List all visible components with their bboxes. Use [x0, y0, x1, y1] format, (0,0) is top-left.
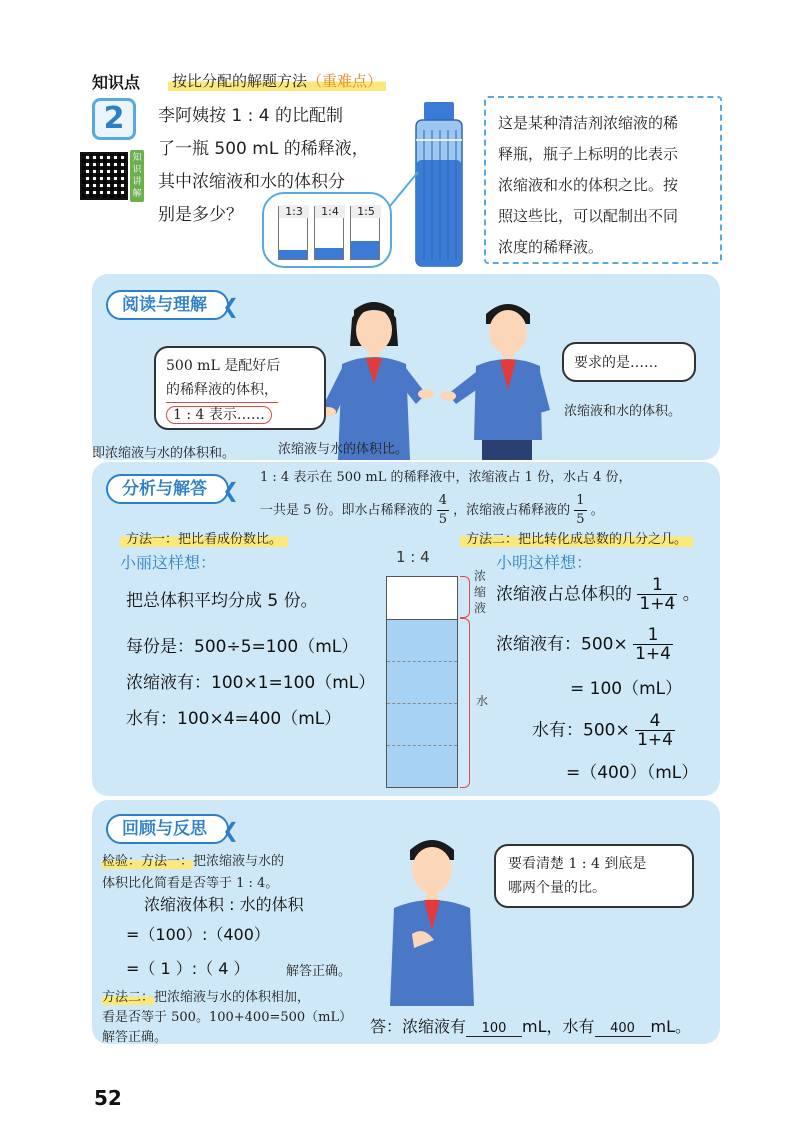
read-tag: [106, 290, 239, 320]
method2-line5: =（400）（mL）: [566, 763, 699, 783]
problem-line: 李阿姨按 1 : 4 的比配制: [158, 106, 343, 126]
knowledge-point-title-tag: （重难点）: [307, 72, 383, 90]
method1-label: 方法一：把比看成份数比。: [120, 528, 288, 547]
girl-illustration: [314, 288, 434, 460]
note-line: 这是某种清洁剂浓缩液的稀: [498, 114, 679, 132]
method2-line2: [496, 626, 673, 663]
method1-line: 水有：100×4=400（mL）: [126, 709, 342, 729]
analyze-intro-line1: 1 : 4 表示在 500 mL 的稀释液中，浓缩液占 1 份，水占 4 份，: [260, 470, 632, 485]
ratio-cups: [262, 192, 392, 268]
bar-divider: [387, 703, 457, 704]
problem-line: 别是多少？: [158, 205, 243, 225]
fraction-numerator: 4: [635, 712, 675, 731]
cup-label: 1:4: [315, 205, 345, 218]
intro-text: 。: [590, 503, 604, 518]
fraction-numerator: 1: [633, 626, 673, 645]
fraction: [437, 492, 449, 529]
knowledge-point-title: [168, 70, 386, 91]
bracket-water: [460, 618, 470, 788]
method2-think: 小明这样想：: [496, 553, 593, 572]
fraction: [574, 492, 586, 529]
m2-text: 浓缩液占总体积的: [496, 584, 632, 605]
analyze-tag-label: 分析与解答: [122, 479, 207, 499]
method1-line: 每份是：500÷5=100（mL）: [126, 637, 359, 657]
m2-text: 。: [682, 584, 700, 605]
fraction-numerator: 1: [637, 576, 677, 595]
callout-pointer: [388, 168, 422, 208]
ratio-title: 浓缩液体积 : 水的体积: [144, 895, 304, 914]
cup-fill: [315, 248, 343, 259]
boy-review-illustration: [374, 830, 490, 1006]
page-number: 52: [94, 1086, 122, 1110]
answer-text: 答：浓缩液有: [370, 1017, 467, 1036]
cup-label: 1:5: [351, 205, 381, 218]
cup-1-4: [314, 206, 344, 260]
method1-line: 把总体积平均分成 5 份。: [126, 591, 318, 611]
review-tag: [106, 814, 239, 844]
bar-divider: [387, 661, 457, 662]
boy-note: 浓缩液和水的体积。: [564, 404, 682, 419]
m2-check-text: 把浓缩液与水的体积相加，: [154, 990, 311, 1005]
chevron-icon: ❮: [222, 294, 239, 318]
method1-think: 小丽这样想：: [120, 553, 217, 572]
problem-line: 其中浓缩液和水的体积分: [158, 172, 345, 192]
check-text: 把浓缩液与水的: [193, 854, 285, 869]
chevron-icon: ❮: [222, 478, 239, 502]
read-panel: [92, 274, 720, 460]
answer-text: mL，水有: [522, 1017, 595, 1036]
analyze-intro-line2: [260, 492, 604, 529]
fraction: [637, 576, 677, 613]
fraction: [633, 626, 673, 663]
m2-check-line2: 看是否等于 500。100+400=500（mL）: [102, 1010, 353, 1025]
fraction-denominator: 1+4: [635, 644, 671, 664]
note-line: 照这些比，可以配制出不同: [498, 207, 679, 225]
bubble-line: 的稀释液的体积，: [166, 378, 278, 403]
girl-note-2: 浓缩液与水的体积比。: [278, 442, 409, 457]
method2-line3: = 100（mL）: [570, 679, 683, 699]
cup-1-3: [278, 206, 308, 260]
cup-fill: [279, 250, 307, 259]
bar-divider: [387, 745, 457, 746]
m2-check-label: 方法二：: [102, 990, 155, 1005]
fraction-numerator: 4: [437, 492, 449, 511]
bubble-line: 要看清楚 1 : 4 到底是: [508, 856, 647, 872]
review-panel: [92, 800, 720, 1044]
ratio-line2: =（ 1 ）:（ 4 ）: [126, 959, 250, 978]
ratio-label: 1 : 4: [396, 548, 430, 566]
cup-label: 1:3: [279, 205, 309, 218]
method2-line4: [532, 712, 675, 749]
bar-label-concentrate: 浓缩液: [474, 569, 487, 615]
intro-text: 一共是 5 份。即水占稀释液的: [260, 503, 433, 518]
cup-1-5: [350, 206, 380, 260]
boy-illustration: [438, 290, 568, 460]
bottle-note: [484, 96, 722, 264]
bar-divider: [387, 619, 457, 620]
fraction-numerator: 1: [574, 492, 586, 511]
girl-note-1: 即浓缩液与水的体积和。: [92, 446, 236, 461]
ratio-bar: [386, 576, 458, 788]
answer-line: [370, 1014, 691, 1037]
note-line: 浓度的稀释液。: [498, 238, 604, 256]
bar-label-water: 水: [476, 694, 489, 708]
answer-text: mL。: [650, 1017, 692, 1036]
fraction-denominator: 5: [576, 512, 585, 527]
answer-value-water: 400: [595, 1021, 651, 1037]
m2-text: 水有：500×: [532, 720, 630, 741]
boy-bubble-text: 要求的是……: [574, 355, 658, 371]
chevron-icon: ❮: [222, 818, 239, 842]
qr-code-icon[interactable]: [80, 152, 128, 200]
method1-line: 浓缩液有：100×1=100（mL）: [126, 673, 376, 693]
ratio-line1: =（100）:（400）: [126, 925, 270, 944]
analyze-tag: [106, 474, 239, 504]
fraction-denominator: 1+4: [639, 594, 676, 614]
ratio-ok: 解答正确。: [286, 964, 352, 979]
review-tag-label: 回顾与反思: [122, 819, 207, 839]
check-line2: 体积比化简看是否等于 1 : 4。: [102, 876, 279, 891]
knowledge-point-title-main: 按比分配的解题方法: [172, 72, 308, 90]
note-line: 浓缩液和水的体积之比。按: [498, 176, 679, 194]
girl-speech-bubble: [154, 346, 326, 430]
read-tag-label: 阅读与理解: [122, 295, 207, 315]
fraction-denominator: 1+4: [637, 730, 673, 750]
qr-tag: 知识讲解: [130, 150, 144, 202]
bubble-line: 500 mL 是配好后: [166, 358, 281, 374]
bubble-ratio-highlight: 1 : 4 表示……: [166, 406, 272, 424]
fraction: [635, 712, 675, 749]
problem-number: 2: [92, 98, 136, 140]
intro-text: ，浓缩液占稀释液的: [453, 503, 571, 518]
check-line1: [102, 850, 284, 869]
cup-fill: [351, 241, 379, 259]
analyze-panel: [92, 462, 720, 796]
note-line: 释瓶，瓶子上标明的比表示: [498, 145, 679, 163]
m2-check-line1: [102, 986, 310, 1005]
answer-value-concentrate: 100: [466, 1021, 522, 1037]
bubble-line: 哪两个量的比。: [508, 880, 606, 896]
knowledge-point-label: 知识点: [92, 73, 141, 92]
m2-text: 浓缩液有：500×: [496, 634, 628, 655]
m2-check-line3: 解答正确。: [102, 1030, 168, 1045]
review-speech-bubble: [494, 844, 694, 908]
method2-line1: [496, 576, 700, 613]
method2-label: 方法二：把比转化成总数的几分之几。: [460, 528, 693, 547]
bracket-concentrate: [460, 576, 470, 618]
fraction-denominator: 5: [438, 512, 447, 527]
problem-line: 了一瓶 500 mL 的稀释液，: [158, 139, 369, 159]
bubble-line: [166, 403, 314, 427]
boy-speech-bubble: [562, 342, 696, 382]
check-label: 检验：方法一：: [102, 854, 194, 869]
